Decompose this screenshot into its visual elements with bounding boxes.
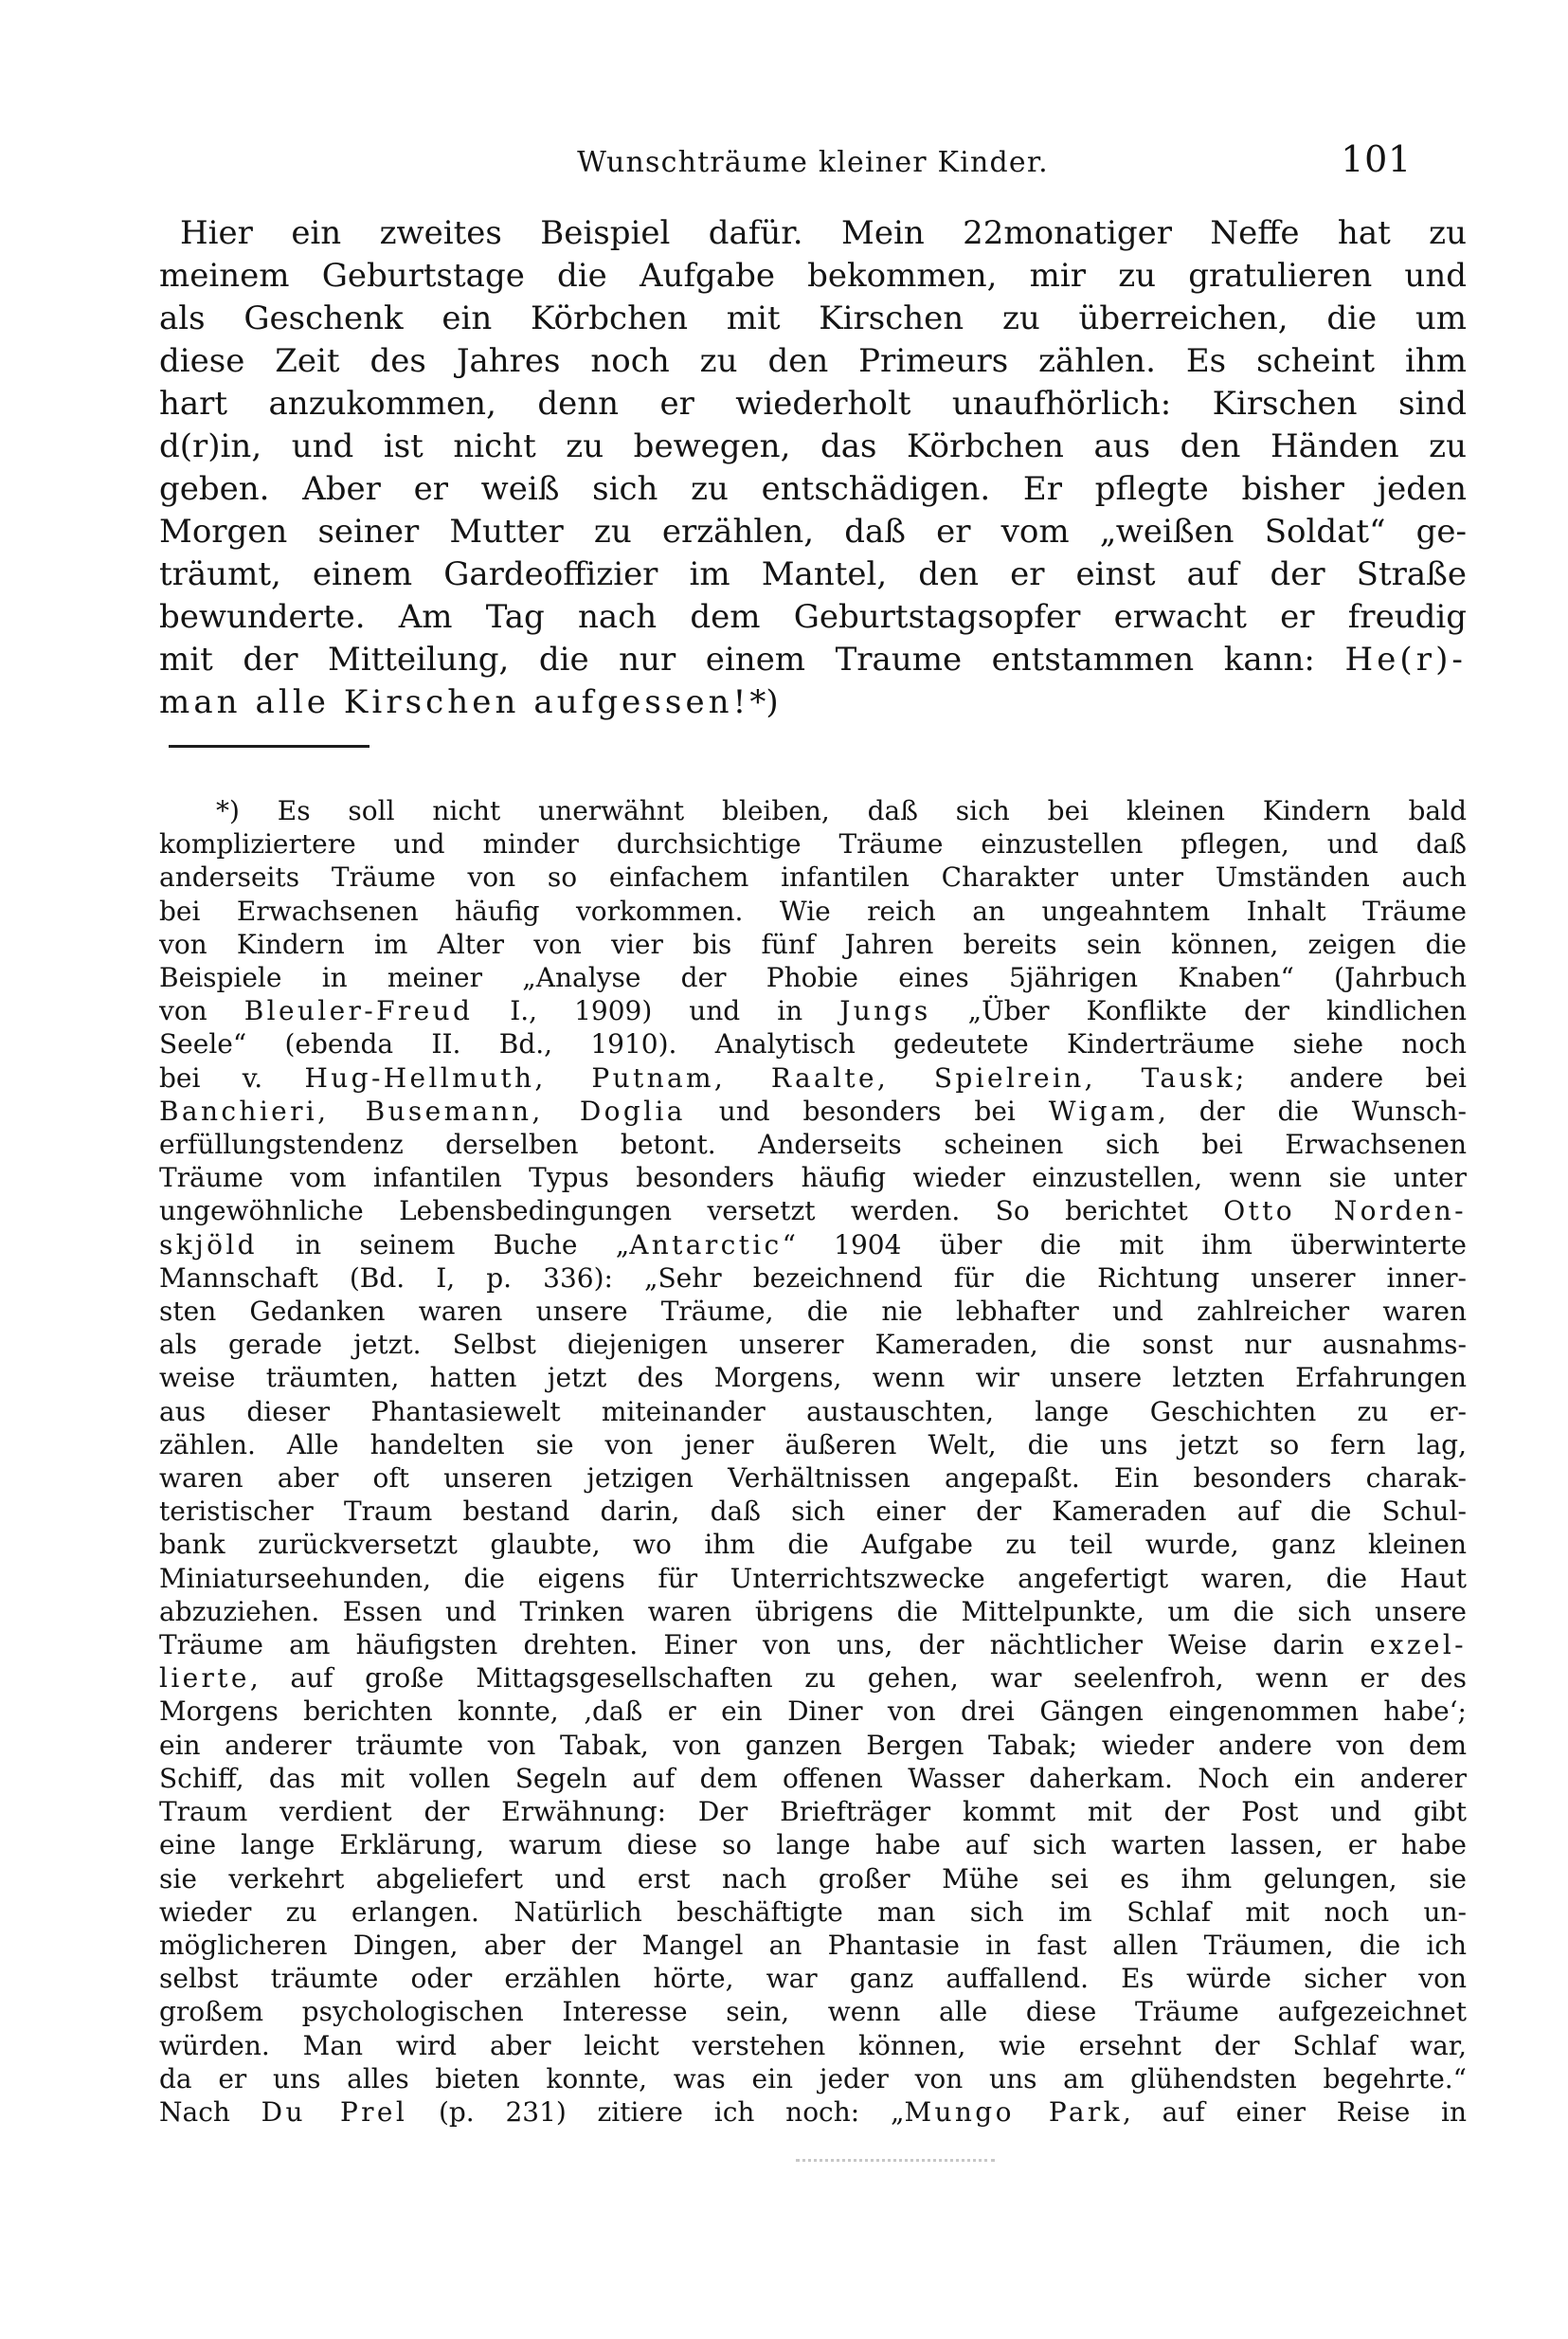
page-title: Wunschträume kleiner Kinder.	[577, 146, 1049, 179]
text-line	[159, 2062, 1467, 2095]
text-line	[159, 340, 1467, 383]
text-segment: teristischer Traum bestand darin, daß sich einer der Kameraden auf die Schul-	[159, 1496, 1467, 1528]
text-segment: wieder zu erlangen. Natürlich beschäftigte man sich im Schlaf mit noch un-	[159, 1895, 1467, 1928]
text-line	[159, 1161, 1467, 1194]
text-line	[159, 1762, 1467, 1795]
text-segment: „Über Konflikte der kindlichen	[930, 995, 1467, 1027]
text-segment: aus dieser Phantasiewelt miteinander austauschten, lange Geschichten zu er-	[159, 1395, 1467, 1427]
text-line	[159, 511, 1467, 553]
text-segment: sten Gedanken waren unsere Träume, die nie lebhafter und zahlreicher waren	[159, 1296, 1467, 1328]
spaced-text-segment: Wigam	[1048, 1095, 1158, 1127]
text-line	[159, 1428, 1467, 1461]
text-segment: kompliziertere und minder durchsichtige Träume einzustellen pflegen, und daß	[159, 828, 1467, 861]
text-line	[159, 1929, 1467, 1962]
text-line	[159, 468, 1467, 511]
text-line	[159, 1895, 1467, 1929]
spaced-text-segment: Jungs	[839, 995, 931, 1027]
spaced-text-segment: man alle Kirschen aufgessen!	[159, 683, 750, 721]
text-segment: in seinem Buche „	[257, 1228, 630, 1260]
text-segment: Träume vom infantilen Typus besonders häufig wieder einzustellen, wenn sie unter	[159, 1162, 1467, 1194]
text-line	[159, 2095, 1467, 2129]
text-line	[159, 861, 1467, 894]
text-line	[159, 1795, 1467, 1828]
text-line	[159, 928, 1467, 961]
text-segment: Morgen seiner Mutter zu erzählen, daß er vom „weißen Soldat“ ge-	[159, 513, 1467, 551]
text-line	[159, 1595, 1467, 1628]
text-segment: eine lange Erklärung, warum diese so lange habe auf sich warten lassen, er habe	[159, 1829, 1467, 1861]
text-line	[159, 298, 1467, 340]
text-segment: diese Zeit des Jahres noch zu den Primeurs zählen. Es scheint ihm	[159, 342, 1467, 380]
text-line	[159, 994, 1467, 1027]
text-segment: bei v.	[159, 1061, 305, 1094]
text-line	[159, 1828, 1467, 1861]
text-line	[159, 1995, 1467, 2028]
text-segment: zählen. Alle handelten sie von jener äußeren Welt, die uns jetzt so fern lag,	[159, 1428, 1467, 1460]
text-segment: *)	[749, 683, 779, 721]
text-segment: geben. Aber er weiß sich zu entschädigen. Er pflegte bisher jeden	[159, 470, 1467, 508]
text-line	[159, 1628, 1467, 1661]
text-line	[159, 2029, 1467, 2062]
text-segment: meinem Geburtstage die Aufgabe bekommen, mir zu gratulieren und	[159, 257, 1467, 295]
text-segment: bewunderte. Am Tag nach dem Geburtstagsopfer erwacht er freudig	[159, 598, 1467, 636]
text-segment: *) Es soll nicht unerwähnt bleiben, daß sich bei kleinen Kindern bald	[216, 795, 1467, 826]
text-segment: als Geschenk ein Körbchen mit Kirschen zu überreichen, die um	[159, 299, 1467, 337]
text-line	[159, 1061, 1467, 1095]
text-segment: waren aber oft unseren jetzigen Verhältnissen angepaßt. Ein besonders charak-	[159, 1462, 1467, 1495]
text-line	[159, 212, 1467, 255]
footnote	[159, 794, 1467, 2129]
text-line	[159, 426, 1467, 468]
text-line	[159, 1228, 1467, 1261]
text-segment: Schiff, das mit vollen Segeln auf dem offenen Wasser daherkam. Noch ein anderer	[159, 1762, 1467, 1794]
text-segment: d(r)in, und ist nicht zu bewegen, das Körbchen aus den Händen zu	[159, 427, 1467, 465]
text-segment: bank zurückversetzt glaubte, wo ihm die Aufgabe zu teil wurde, ganz kleinen	[159, 1529, 1467, 1561]
text-segment: träumt, einem Gardeoffizier im Mantel, den er einst auf der Straße	[159, 555, 1467, 593]
text-line	[159, 1328, 1467, 1361]
text-segment: Miniaturseehunden, die eigens für Unterrichtszwecke angefertigt waren, die Haut	[159, 1562, 1467, 1594]
text-segment: großem psychologischen Interesse sein, wenn alle diese Träume aufgezeichnet	[159, 1996, 1467, 2028]
text-line	[159, 827, 1467, 861]
text-line	[159, 1661, 1467, 1695]
spaced-text-segment: skjöld	[159, 1228, 258, 1260]
text-segment: Träume am häufigsten drehten. Einer von uns, der nächtlicher Weise darin	[159, 1629, 1370, 1661]
footnote-separator-rule	[169, 745, 369, 748]
text-segment: Morgens berichten konnte, ‚daß er ein Diner von drei Gängen eingenommen habe‘;	[159, 1695, 1467, 1728]
text-segment: Seele“ (ebenda II. Bd., 1910). Analytisch gedeutete Kinderträume siehe noch	[159, 1028, 1467, 1061]
text-segment: , der die Wunsch-	[1157, 1095, 1468, 1127]
text-line	[159, 1261, 1467, 1295]
spaced-text-segment: Du Prel	[261, 2095, 408, 2128]
text-segment: selbst träumte oder erzählen hörte, war ganz auffallend. Es würde sicher von	[159, 1963, 1467, 1995]
text-line	[159, 1562, 1467, 1595]
text-line	[159, 383, 1467, 426]
text-line	[159, 1962, 1467, 1995]
text-line	[159, 681, 1467, 724]
main-paragraph	[159, 212, 1467, 724]
text-segment: als gerade jetzt. Selbst diejenigen unserer Kameraden, die sonst nur ausnahms-	[159, 1329, 1467, 1361]
text-line	[159, 1729, 1467, 1762]
text-line	[159, 639, 1467, 681]
text-line	[159, 1295, 1467, 1328]
text-line	[159, 1027, 1467, 1061]
text-segment: Hier ein zweites Beispiel dafür. Mein 22monatiger Neffe hat zu	[180, 214, 1467, 252]
text-line	[159, 1495, 1467, 1528]
text-line	[159, 895, 1467, 928]
text-segment: (p. 231) zitiere ich noch: „	[407, 2095, 905, 2128]
text-segment: Traum verdient der Erwähnung: Der Briefträger kommt mit der Post und gibt	[159, 1796, 1467, 1828]
spaced-text-segment: Bleuler-Freud	[243, 995, 474, 1027]
text-line	[159, 1095, 1467, 1128]
spaced-text-segment: He(r)-	[1344, 641, 1467, 679]
text-line	[159, 553, 1467, 596]
text-segment: I., 1909) und in	[473, 995, 840, 1027]
spaced-text-segment: Banchieri, Busemann, Doglia	[159, 1095, 686, 1127]
text-segment: ein anderer träumte von Tabak, von ganzen Bergen Tabak; wieder andere von dem	[159, 1729, 1467, 1761]
page-number: 101	[1341, 138, 1412, 180]
text-segment: und besonders bei	[685, 1095, 1049, 1127]
spaced-text-segment: Antarctic	[629, 1228, 783, 1260]
spaced-text-segment: Mungo Park	[904, 2095, 1123, 2128]
text-segment: von Kindern im Alter von vier bis fünf Jahren bereits sein können, zeigen die	[159, 928, 1467, 960]
text-segment: da er uns alles bieten konnte, was ein jeder von uns am glühendsten begehrte.“	[159, 2062, 1467, 2094]
text-segment: ungewöhnliche Lebensbedingungen versetzt werden. So berichtet	[159, 1195, 1224, 1227]
text-line	[159, 794, 1467, 827]
text-segment: bei Erwachsenen häufig vorkommen. Wie reich an ungeahntem Inhalt Träume	[159, 895, 1467, 927]
spaced-text-segment: Hug-Hellmuth, Putnam, Raalte, Spielrein, Tausk;	[304, 1061, 1248, 1094]
text-line	[159, 1461, 1467, 1495]
text-segment: andere bei	[1247, 1061, 1467, 1094]
text-line	[159, 255, 1467, 298]
text-line	[159, 1361, 1467, 1394]
text-line	[159, 1528, 1467, 1561]
text-segment: sie verkehrt abgeliefert und erst nach großer Mühe sei es ihm gelungen, sie	[159, 1862, 1467, 1895]
text-segment: “ 1904 über die mit ihm überwinterte	[782, 1228, 1467, 1260]
text-segment: abzuziehen. Essen und Trinken waren übrigens die Mittelpunkte, um die sich unsere	[159, 1595, 1467, 1627]
text-line	[159, 596, 1467, 639]
text-segment: mit der Mitteilung, die nur einem Traume entstammen kann:	[159, 641, 1345, 679]
spaced-text-segment: Otto Norden-	[1223, 1195, 1467, 1227]
text-segment: Mannschaft (Bd. I, p. 336): „Sehr bezeichnend für die Richtung unserer inner-	[159, 1261, 1467, 1294]
text-line	[159, 1194, 1467, 1227]
text-line	[159, 1128, 1467, 1161]
text-segment: erfüllungstendenz derselben betont. Anderseits scheinen sich bei Erwachsenen	[159, 1129, 1467, 1161]
text-segment: anderseits Träume von so einfachem infantilen Charakter unter Umständen auch	[159, 861, 1467, 894]
text-line	[159, 1695, 1467, 1728]
text-segment: würden. Man wird aber leicht verstehen können, wie ersehnt der Schlaf war,	[159, 2029, 1467, 2061]
text-segment: , auf einer Reise in	[1122, 2095, 1468, 2128]
text-segment: hart anzukommen, denn er wiederholt unaufhörlich: Kirschen sind	[159, 385, 1467, 423]
text-segment: von	[159, 995, 244, 1027]
scan-artifact-dots	[796, 2155, 995, 2162]
text-segment: möglicheren Dingen, aber der Mangel an Phantasie in fast allen Träumen, die ich	[159, 1929, 1467, 1961]
text-line	[159, 961, 1467, 994]
text-line	[159, 1395, 1467, 1428]
text-segment: Nach	[159, 2095, 261, 2128]
text-line	[159, 1862, 1467, 1895]
running-head	[159, 138, 1467, 191]
spaced-text-segment: lierte	[159, 1662, 250, 1695]
text-segment: , auf große Mittagsgesellschaften zu gehen, war seelenfroh, wenn er des	[249, 1662, 1467, 1695]
text-segment: weise träumten, hatten jetzt des Morgens, wenn wir unsere letzten Erfahrungen	[159, 1362, 1467, 1394]
spaced-text-segment: exzel-	[1369, 1629, 1467, 1661]
text-segment: Beispiele in meiner „Analyse der Phobie eines 5jährigen Knaben“ (Jahrbuch	[159, 962, 1467, 994]
